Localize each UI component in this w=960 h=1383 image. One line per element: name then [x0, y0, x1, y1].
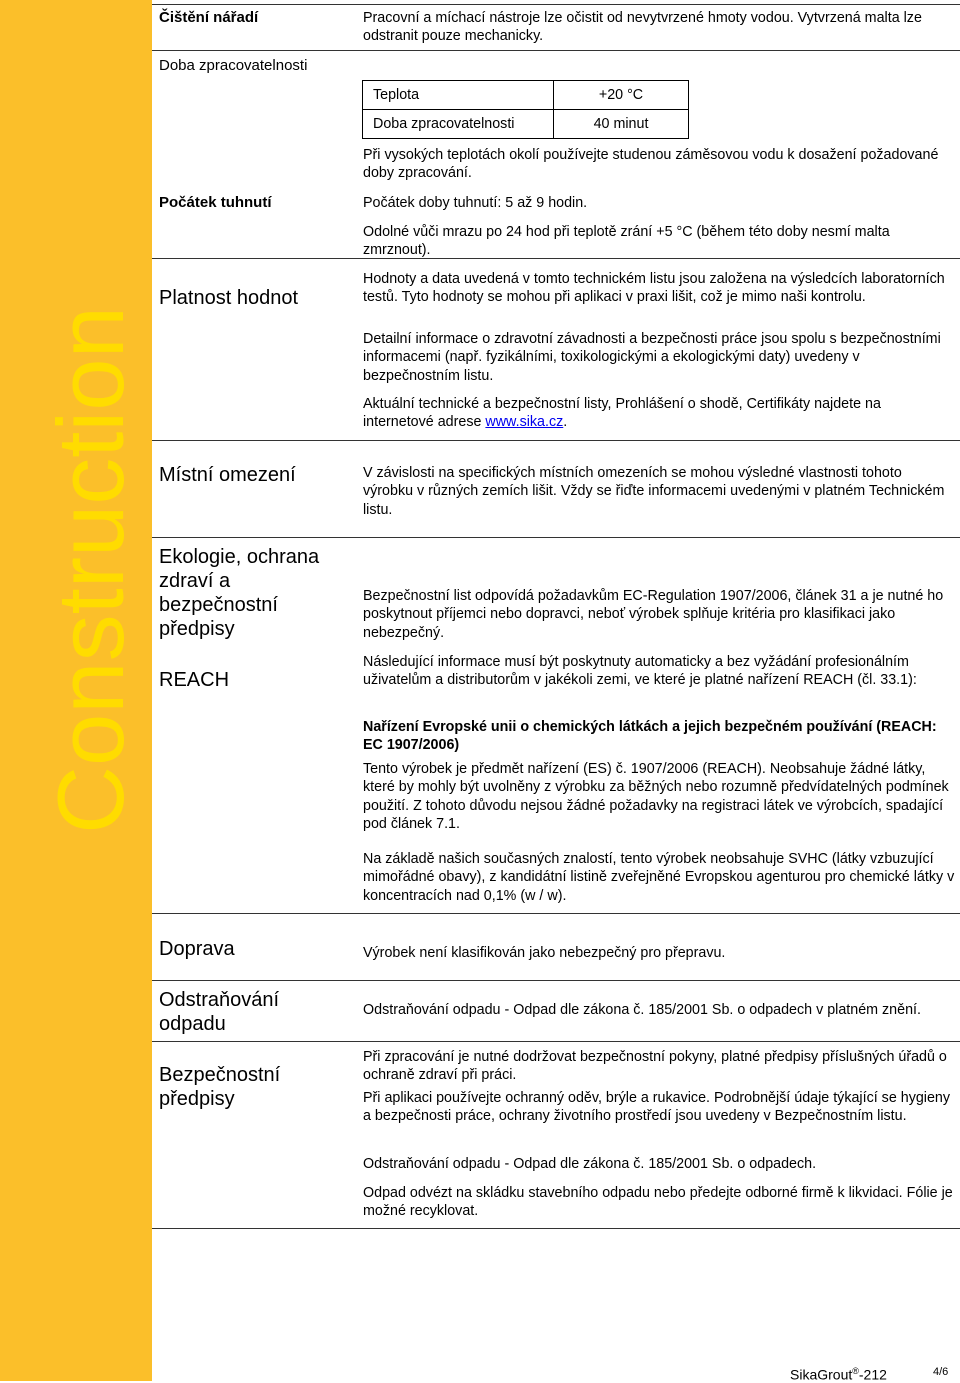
label-mistni: Místní omezení — [159, 464, 296, 486]
text-reach-2: Následující informace musí být poskytnuty automaticky a bez vyžádání profesionálním uživatelům a distributorům v jakékoli zemi, ve které je platné nařízení REACH (čl. 33.1): — [363, 654, 917, 689]
registered-mark: ® — [852, 1366, 859, 1376]
divider — [152, 980, 960, 981]
text-platnost-3-post: . — [563, 414, 568, 431]
text-mistni: V závislosti na specifických místních omezeních se mohou výsledné vlastnosti tohoto výrobku v různých zemích lišit. Vždy se řiďte informacemi uvedenými v platném Technickém listu. — [363, 465, 945, 518]
label-pocatek: Počátek tuhnutí — [159, 194, 272, 211]
divider — [152, 537, 960, 538]
text-mraz: Odolné vůči mrazu po 24 hod při teplotě zrání +5 °C (během této doby nesmí malta zmrznout). — [363, 224, 890, 259]
divider — [152, 50, 960, 51]
text-cisteni: Pracovní a míchací nástroje lze očistit od nevytvrzené hmoty vodou. Vytvrzená malta lze odstranit pouze mechanicky. — [363, 10, 922, 45]
page-number: 4/6 — [933, 1366, 949, 1378]
label-doba: Doba zpracovatelnosti — [159, 57, 308, 74]
label-doprava: Doprava — [159, 938, 235, 960]
table-cell: +20 °C — [554, 81, 689, 110]
divider — [152, 1228, 960, 1229]
label-bezpecnostni: Bezpečnostní předpisy — [159, 1064, 281, 1110]
text-reach-1: Bezpečnostní list odpovídá požadavkům EC-Regulation 1907/2006, článek 31 a je nutné ho poskytnout příjemci nebo dopravci, neboť výrobek splňuje kritéria pro klasifikaci jako nebezpečný. — [363, 588, 944, 641]
text-doba-note: Při vysokých teplotách okolí používejte studenou záměsovou vodu k dosažení požadované doby zpracování. — [363, 147, 939, 182]
text-platnost-3-pre: Aktuální technické a bezpečnostní listy, Prohlášení o shodě, Certifikáty najdete na internetové adrese — [363, 396, 881, 431]
text-bezp-4: Odpad odvézt na skládku stavebního odpadu nebo předejte odborné firmě k likvidaci. Fólie je možné recyklovat. — [363, 1185, 953, 1220]
table-row — [363, 110, 689, 139]
brand-construction: Construction — [38, 306, 143, 834]
divider — [152, 258, 960, 259]
divider — [152, 4, 960, 5]
text-doprava: Výrobek není klasifikován jako nebezpečný pro přepravu. — [363, 945, 726, 961]
processing-table — [362, 80, 689, 139]
table-cell: Teplota — [363, 81, 554, 110]
text-reach-3: Nařízení Evropské unii o chemických látkách a jejich bezpečném používání (REACH: EC 1907/2006) — [363, 719, 937, 754]
sika-link[interactable]: www.sika.cz — [485, 414, 564, 431]
label-cisteni: Čištění nářadí — [159, 9, 259, 26]
text-bezp-3: Odstraňování odpadu - Odpad dle zákona č. 185/2001 Sb. o odpadech. — [363, 1156, 817, 1172]
text-reach-5: Na základě našich současných znalostí, tento výrobek neobsahuje SVHC (látky vzbuzující mimořádné obavy), z kandidátní listině zveřejněné Evropskou agenturou pro chemické látky v koncentracích nad 0,1% (w / w). — [363, 851, 955, 904]
text-pocatek: Počátek doby tuhnutí: 5 až 9 hodin. — [363, 195, 588, 211]
footer-product — [790, 1366, 887, 1383]
table-cell: 40 minut — [554, 110, 689, 139]
table-cell: Doba zpracovatelnosti — [363, 110, 554, 139]
text-platnost-2: Detailní informace o zdravotní závadnosti a bezpečnosti práce jsou spolu s bezpečnostními informacemi (např. fyzikálními, toxikologickými a ekologickými daty) uvedeny v bezpečnostním listu. — [363, 331, 941, 384]
text-bezp-2: Při aplikaci používejte ochranný oděv, brýle a rukavice. Podrobnější údaje týkající se hygieny a bezpečnosti práce, ochrany životního prostředí jsou uvedeny v Bezpečnostním listu. — [363, 1090, 951, 1125]
divider — [152, 1041, 960, 1042]
text-bezp-1: Při zpracování je nutné dodržovat bezpečnostní pokyny, platné předpisy příslušných úřadů o ochraně zdraví při práci. — [363, 1049, 947, 1084]
divider — [152, 913, 960, 914]
text-platnost-3 — [363, 395, 955, 432]
text-odpad: Odstraňování odpadu - Odpad dle zákona č. 185/2001 Sb. o odpadech v platném znění. — [363, 1002, 921, 1018]
table-row — [363, 81, 689, 110]
label-odstranovani: Odstraňování odpadu — [159, 989, 280, 1035]
product-name: SikaGrout — [790, 1366, 853, 1383]
label-ekologie: Ekologie, ochrana zdraví a bezpečnostní předpisy — [159, 546, 320, 640]
divider — [152, 440, 960, 441]
label-platnost: Platnost hodnot — [159, 287, 298, 309]
text-platnost-1: Hodnoty a data uvedená v tomto technickém listu jsou založena na výsledcích laboratorních testů. Tyto hodnoty se mohou při aplikaci v praxi lišit, což je mimo naši kontrolu. — [363, 271, 945, 306]
text-reach-4: Tento výrobek je předmět nařízení (ES) č. 1907/2006 (REACH). Neobsahuje žádné látky, které by mohly být uvolněny z výrobku za běžných nebo rozumně předvídatelných podmínek použití. Z tohoto důvodu nejsou žádné požadavky na registraci látek ve výrobcích, spadající pod článek 7.1. — [363, 761, 949, 833]
label-reach: REACH — [159, 669, 230, 691]
product-suffix: -212 — [858, 1366, 887, 1383]
